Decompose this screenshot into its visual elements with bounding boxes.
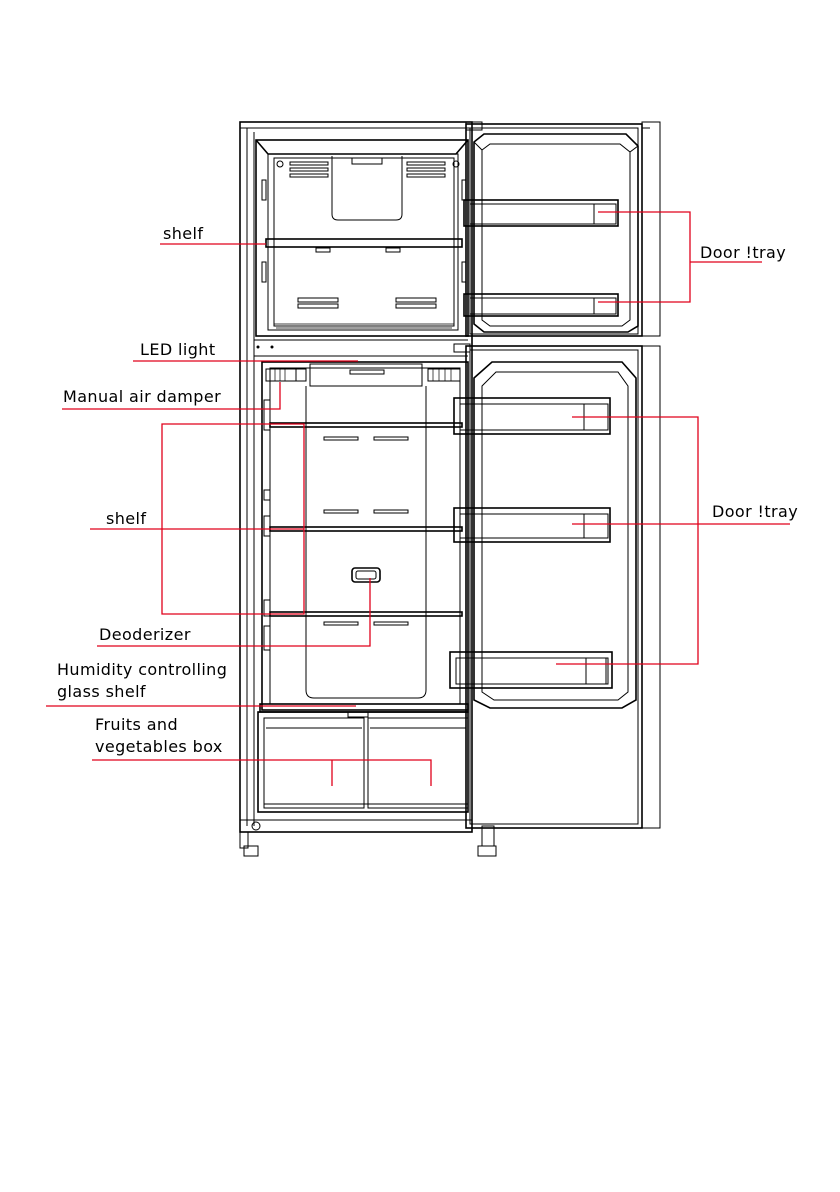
freezer-compartment [256,140,468,336]
fridge-compartment [260,362,468,717]
label-door-tray-fridge: Door !tray [712,502,799,521]
freezer-door [464,122,660,336]
label-led-light: LED light [140,340,216,359]
label-door-tray-freezer: Door !tray [700,243,787,262]
label-shelf-fridge: shelf [106,509,147,528]
label-humidity-line2: glass shelf [57,682,146,701]
label-humidity-line1: Humidity controlling [57,660,228,679]
leader-door-tray-fridge [556,417,790,664]
label-deoderizer: Deoderizer [99,625,191,644]
fridge-door [450,346,660,828]
label-fruits-line1: Fruits and [95,715,178,734]
label-fruits-line2: vegetables box [95,737,223,756]
label-shelf-freezer: shelf [163,224,204,243]
leader-shelf-fridge [162,424,304,614]
leader-fruits-box [92,760,431,786]
label-manual-air-damper: Manual air damper [63,387,222,406]
crisper-drawers [258,712,468,812]
divider-panel [254,340,470,356]
